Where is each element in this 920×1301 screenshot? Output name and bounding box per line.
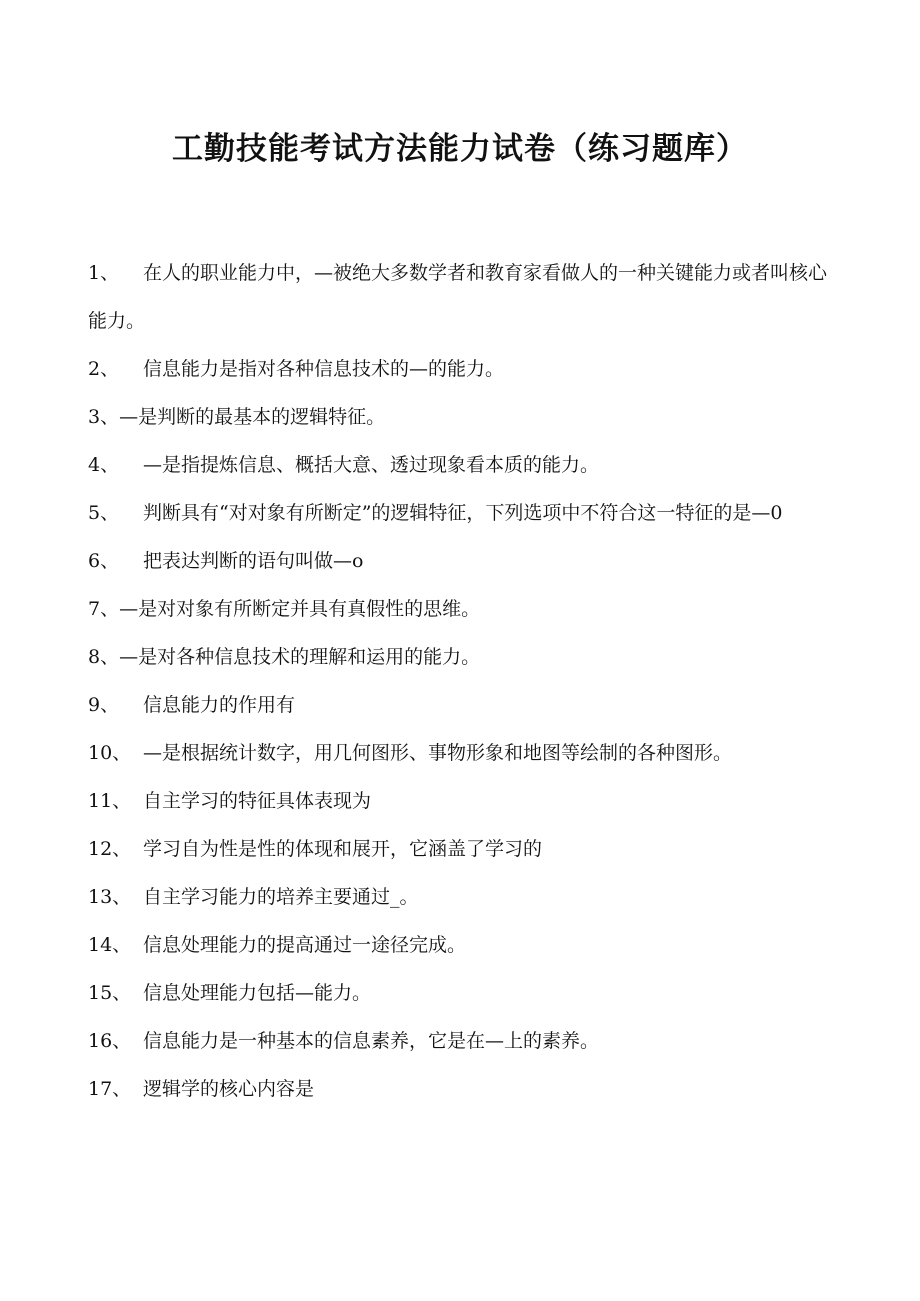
question-number: 15、 <box>88 982 132 1004</box>
question-item <box>88 921 828 969</box>
question-number: 3、 <box>88 406 120 428</box>
question-item <box>88 681 828 729</box>
question-number: 11、 <box>88 790 132 812</box>
question-text: 信息能力是指对各种信息技术的—的能力。 <box>143 358 505 380</box>
question-text: —是根据统计数字，用几何图形、事物形象和地图等绘制的各种图形。 <box>143 742 733 764</box>
question-number: 5、 <box>88 502 120 524</box>
question-text: —是对各种信息技术的理解和运用的能力。 <box>119 646 481 668</box>
question-number: 17、 <box>88 1078 132 1100</box>
question-item <box>88 585 828 633</box>
question-number: 14、 <box>88 934 132 956</box>
question-item <box>88 633 828 681</box>
question-text: 信息能力的作用有 <box>143 694 296 716</box>
question-text: 自主学习能力的培养主要通过_。 <box>143 886 419 908</box>
question-number: 13、 <box>88 886 132 908</box>
question-text: 在人的职业能力中，—被绝大多数学者和教育家看做人的一种关键能力或者叫核心能力。 <box>88 262 828 332</box>
question-item <box>88 537 828 585</box>
question-item <box>88 249 828 345</box>
question-number: 2、 <box>88 358 120 380</box>
question-number: 16、 <box>88 1030 132 1052</box>
question-item <box>88 825 828 873</box>
question-list <box>88 249 828 1113</box>
question-number: 8、 <box>88 646 120 668</box>
question-number: 4、 <box>88 454 120 476</box>
document-title: 工勤技能考试方法能力试卷（练习题库） <box>172 131 748 167</box>
question-text: 信息处理能力包括—能力。 <box>143 982 372 1004</box>
question-item <box>88 489 828 537</box>
question-item <box>88 1065 828 1113</box>
question-item <box>88 777 828 825</box>
question-item <box>88 345 828 393</box>
question-item <box>88 1017 828 1065</box>
question-text: 把表达判断的语句叫做—o <box>143 550 364 572</box>
question-number: 12、 <box>88 838 132 860</box>
question-text: —是判断的最基本的逻辑特征。 <box>119 406 386 428</box>
question-text: —是指提炼信息、概括大意、透过现象看本质的能力。 <box>143 454 600 476</box>
question-item <box>88 441 828 489</box>
question-text: 判断具有“对对象有所断定”的逻辑特征，下列选项中不符合这一特征的是—0 <box>143 502 783 524</box>
question-item <box>88 393 828 441</box>
question-text: 信息处理能力的提高通过一途径完成。 <box>143 934 467 956</box>
question-text: 自主学习的特征具体表现为 <box>143 790 372 812</box>
question-text: —是对对象有所断定并具有真假性的思维。 <box>119 598 481 620</box>
question-text: 学习自为性是性的体现和展开，它涵盖了学习的 <box>143 838 543 860</box>
question-item <box>88 729 828 777</box>
question-text: 逻辑学的核心内容是 <box>143 1078 315 1100</box>
question-number: 1、 <box>88 262 120 284</box>
question-number: 9、 <box>88 694 120 716</box>
question-item <box>88 873 828 921</box>
question-number: 10、 <box>88 742 132 764</box>
question-number: 6、 <box>88 550 120 572</box>
question-text: 信息能力是一种基本的信息素养，它是在—上的素养。 <box>143 1030 600 1052</box>
question-number: 7、 <box>88 598 120 620</box>
question-item <box>88 969 828 1017</box>
